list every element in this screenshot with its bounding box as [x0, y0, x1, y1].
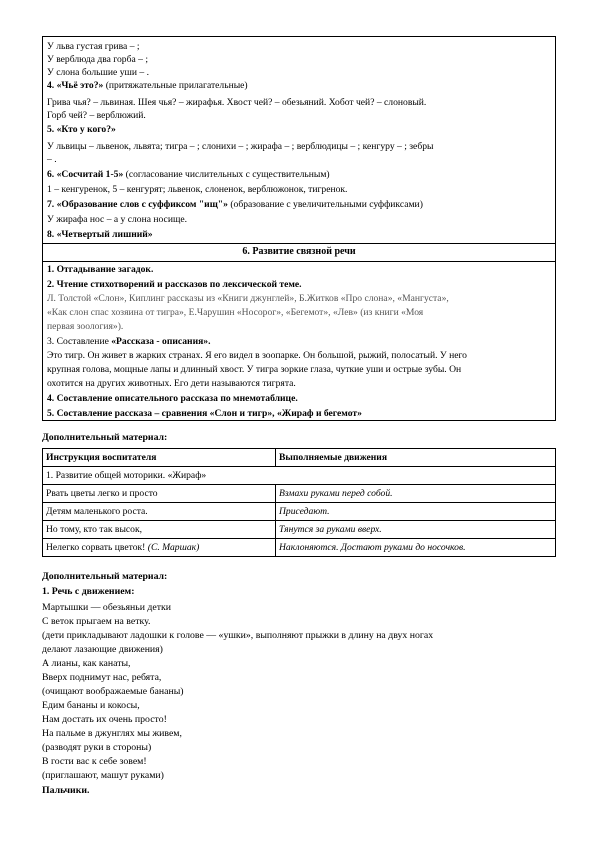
text-line: Горб чей? – верблюжий.	[47, 110, 146, 121]
text-line: У слона большие уши – .	[47, 67, 150, 78]
movement-cell: Тянутся за руками вверх.	[276, 521, 556, 539]
poem-line: Вверх поднимут нас, ребята,	[42, 672, 162, 683]
instruction-cell: Рвать цветы легко и просто	[43, 485, 276, 503]
poem-line: (очищают воображаемые бананы)	[42, 686, 184, 697]
speech-item: 4. Составление описательного рассказа по мнемотаблице.	[47, 393, 298, 404]
book-list-line: «Как слон спас хозяина от тигра», Е.Чарушин «Носорог», «Бегемот», «Лев» (из книги «Моя	[47, 307, 424, 318]
story-line: Это тигр. Он живет в жарких странах. Я его видел в зоопарке. Он большой, рыжий, полосатый. У него	[47, 350, 467, 361]
instruction-cell	[43, 539, 276, 557]
exercise-title-main: 7. «Образование слов с суффиксом "ищ"»	[47, 199, 231, 210]
exercise-title-note: (притяжательные прилагательные)	[105, 80, 248, 91]
column-header-instruction: Инструкция воспитателя	[43, 449, 276, 467]
author-credit: (С. Маршак)	[147, 542, 200, 553]
text-line: У львицы – львенок, львята; тигра – ; слонихи – ; жирафа – ; верблюдицы – ; кенгуру – ; зебры	[47, 141, 434, 152]
story-line: крупная голова, мощные лапы и длинный хвост. У тигра зоркие глаза, чуткие уши и острые зубы. Он	[47, 364, 462, 375]
movement-cell: Наклоняются. Достают руками до носочков.	[276, 539, 556, 557]
exercise-title-main: 4. «Чьё это?»	[47, 80, 106, 91]
exercise-title-main: 6. «Сосчитай 1-5»	[47, 169, 126, 180]
extra-material-heading: Дополнительный материал:	[42, 432, 168, 443]
speech-item: 1. Отгадывание загадок.	[47, 264, 154, 275]
text-line: Грива чья? – львиная. Шея чья? – жирафья. Хвост чей? – обезьяний. Хобот чей? – слоновый.	[47, 97, 427, 108]
story-line: охотится на других животных. Его дети называются тигрята.	[47, 378, 296, 389]
section-header: 6. Развитие связной речи	[43, 243, 555, 262]
speech-item: 2. Чтение стихотворений и рассказов по лексической теме.	[47, 279, 302, 290]
text-line: У верблюда два горба – ;	[47, 54, 148, 65]
exercise-title-note: (образование с увеличительными суффиксами)	[230, 199, 423, 210]
subheading: 1. Речь с движением:	[42, 586, 135, 597]
table-row	[43, 503, 556, 521]
text-line: У льва густая грива – ;	[47, 41, 140, 52]
book-list-line: первая зоология»).	[47, 321, 124, 332]
instruction-text: Нелегко сорвать цветок!	[46, 542, 148, 553]
instruction-cell: Детям маленького роста.	[43, 503, 276, 521]
text-line: 1 – кенгуренок, 5 – кенгурят; львенок, слоненок, верблюжонок, тигренок.	[47, 184, 348, 195]
poem-line: Едим бананы и кокосы,	[42, 700, 140, 711]
motor-skills-table	[42, 448, 556, 557]
poem-line: В гости вас к себе зовем!	[42, 756, 147, 767]
instruction-cell: Но тому, кто так высок,	[43, 521, 276, 539]
poem-line: С веток прыгаем на ветку.	[42, 616, 151, 627]
speech-item: 5. Составление рассказа – сравнения «Слон и тигр», «Жираф и бегемот»	[47, 408, 362, 419]
exercise-title	[47, 198, 423, 211]
poem-line: (разводят руки в стороны)	[42, 742, 152, 753]
exercise-title	[47, 168, 330, 181]
exercise-title-note: (согласование числительных с существительным)	[125, 169, 330, 180]
table-row	[43, 485, 556, 503]
text-line: У жирафа нос – а у слона носище.	[47, 214, 187, 225]
exercise-title: 8. «Четвертый лишний»	[47, 229, 153, 240]
text-line: – .	[47, 154, 57, 165]
column-header-movements: Выполняемые движения	[276, 449, 556, 467]
poem-line: На пальме в джунглях мы живем,	[42, 728, 182, 739]
book-list-line: Л. Толстой «Слон», Киплинг рассказы из «Книги джунглей», Б.Житков «Про слона», «Мангуста»,	[47, 293, 449, 304]
table-row	[43, 539, 556, 557]
extra-material-heading: Дополнительный материал:	[42, 571, 168, 582]
poem-line: Нам достать их очень просто!	[42, 714, 167, 725]
poem-line: (приглашают, машут руками)	[42, 770, 164, 781]
top-lesson-table	[42, 36, 556, 421]
poem-line: делают лазающие движения)	[42, 644, 163, 655]
speech-item-bold: «Рассказа - описания».	[111, 336, 211, 347]
section-title: 1. Развитие общей моторики. «Жираф»	[43, 467, 556, 485]
table-header-row	[43, 449, 556, 467]
movement-cell: Взмахи руками перед собой.	[276, 485, 556, 503]
poem-line: (дети прикладывают ладошки к голове — «ушки», выполняют прыжки в длину на двух ногах	[42, 630, 434, 641]
speech-item-prefix: 3. Составление	[47, 336, 112, 347]
movement-cell: Приседают.	[276, 503, 556, 521]
poem-line: Мартышки — обезьяньи детки	[42, 602, 172, 613]
exercise-title	[47, 79, 248, 92]
section-footer: Пальчики.	[42, 785, 90, 796]
speech-item	[47, 335, 211, 348]
table-row	[43, 521, 556, 539]
poem-line: А лианы, как канаты,	[42, 658, 131, 669]
table-section-row	[43, 467, 556, 485]
exercise-title: 5. «Кто у кого?»	[47, 124, 116, 135]
